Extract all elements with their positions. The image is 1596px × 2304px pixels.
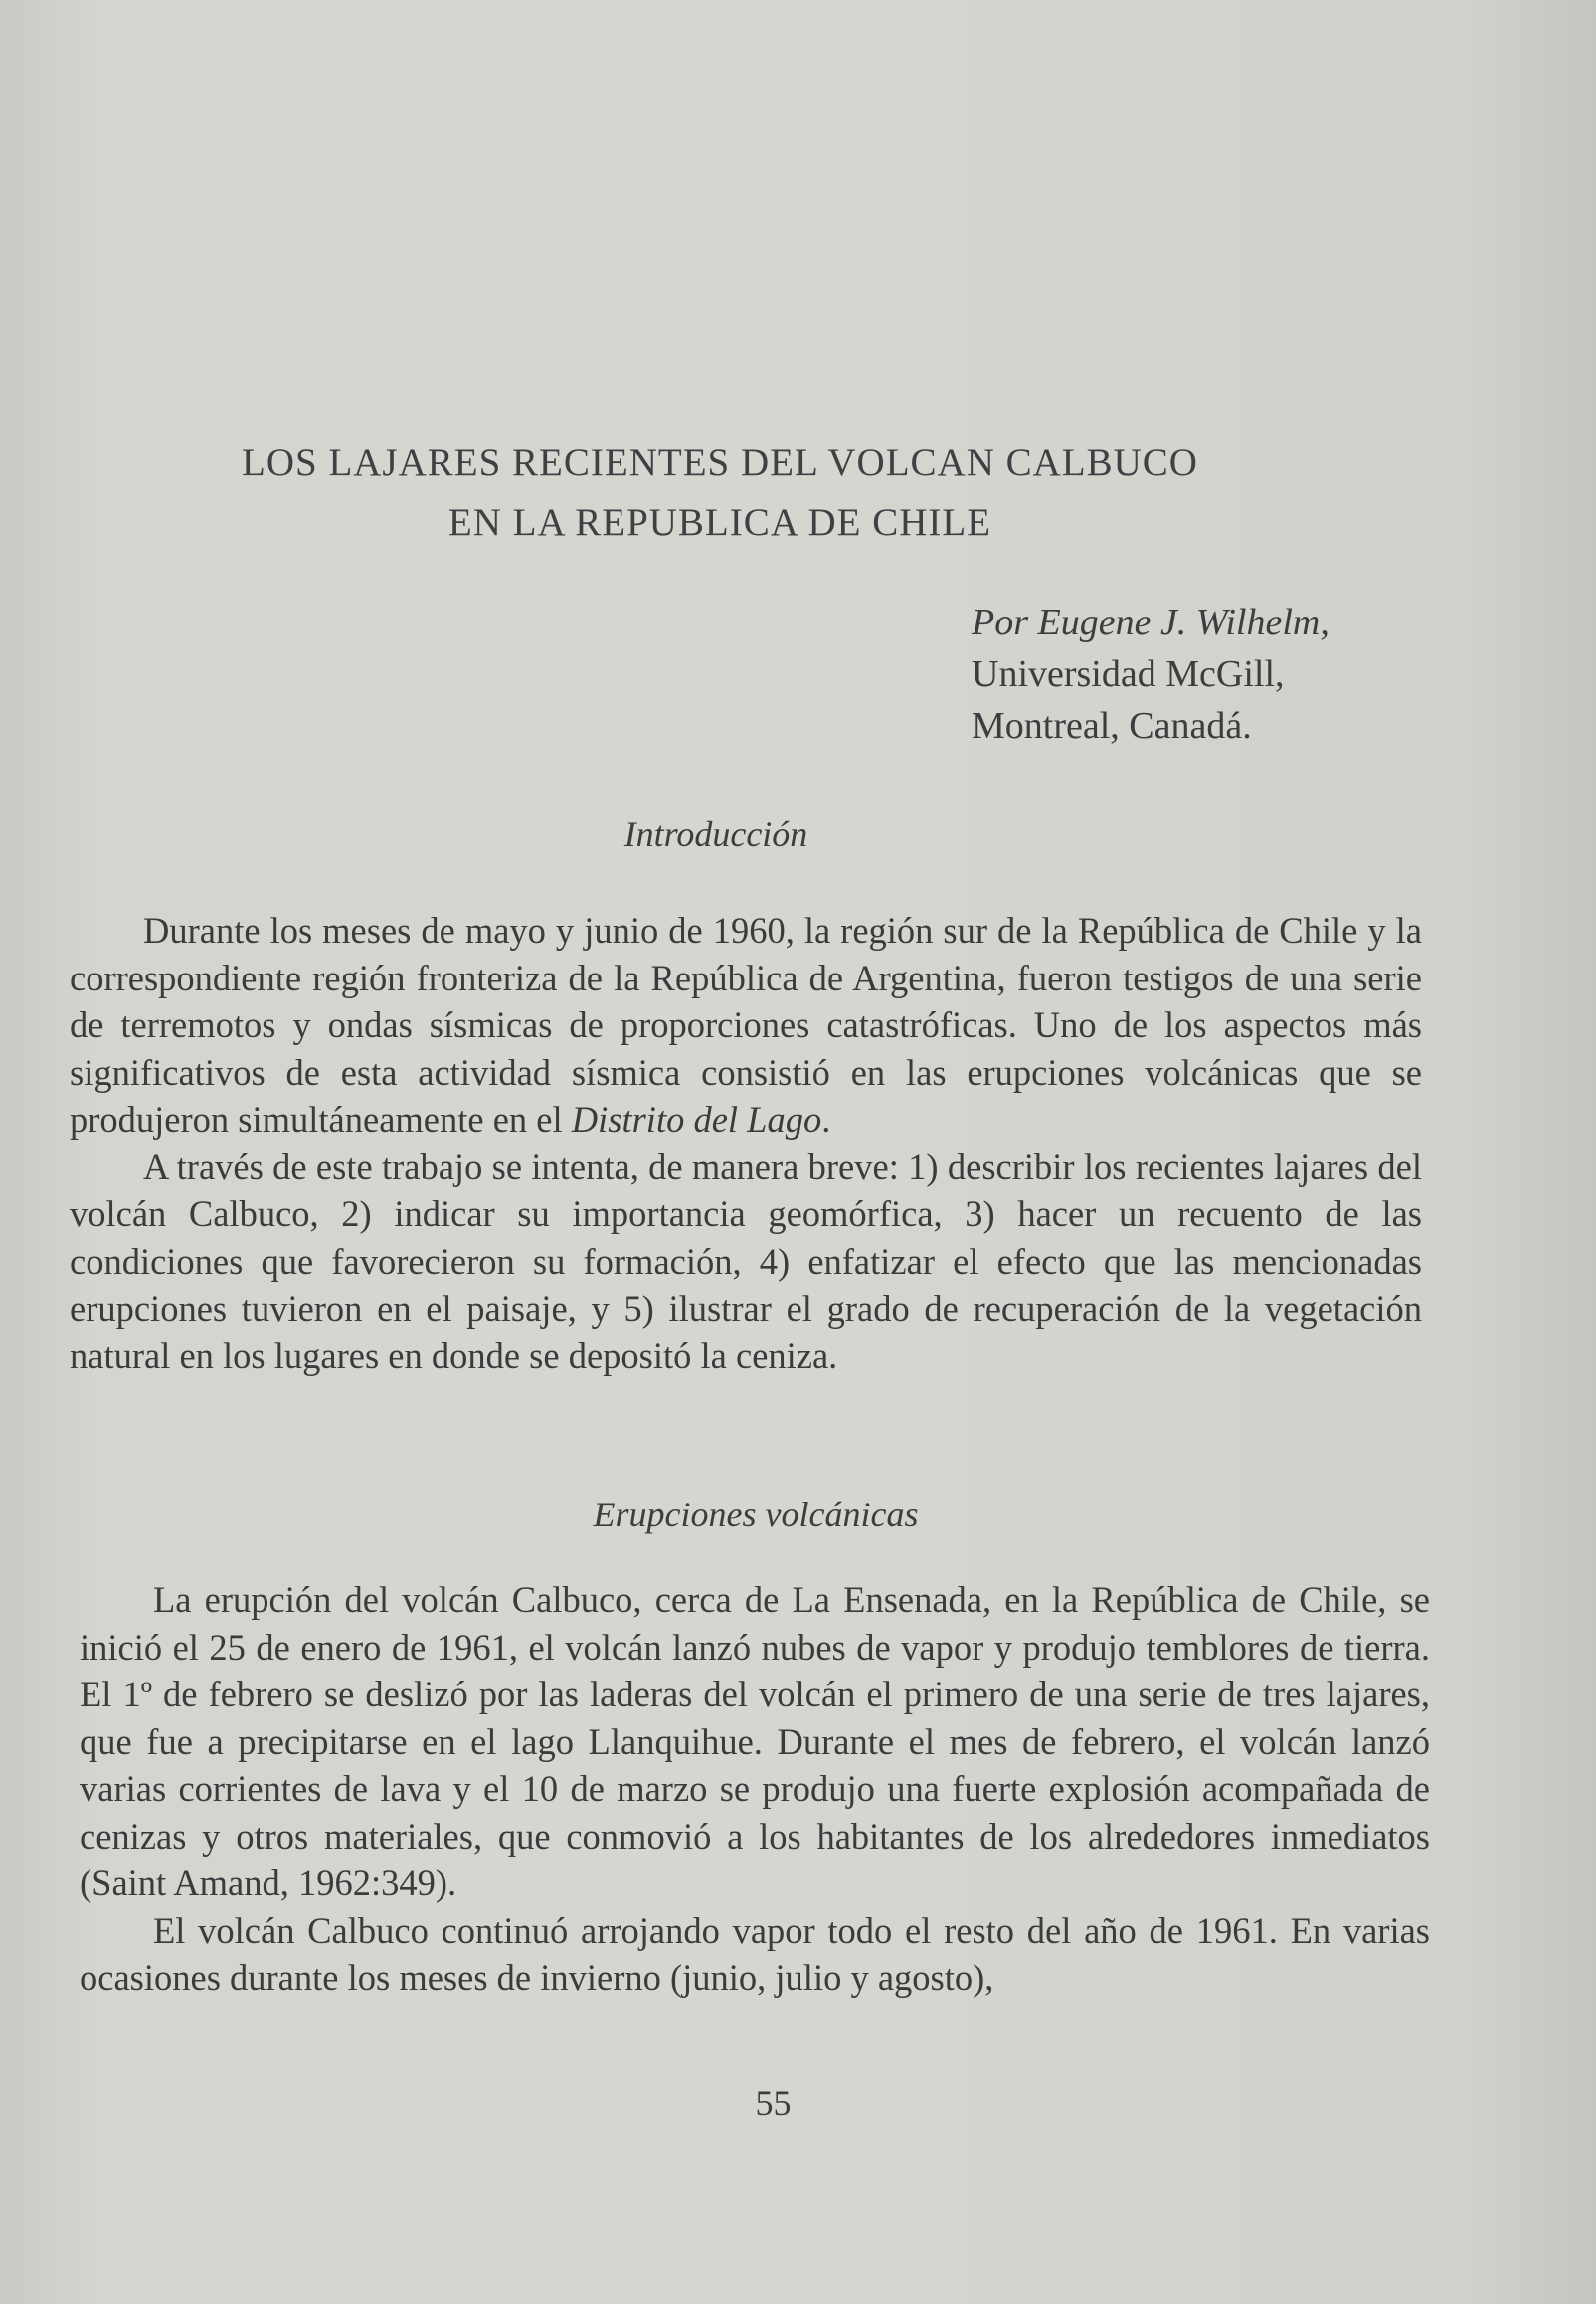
section-heading-introduccion: Introducción — [623, 814, 808, 854]
paragraph-text: Durante los meses de mayo y junio de 1960, la región sur de la República de Chile y la correspondiente región fronteriza de la República de Argentina, fueron testigos de una serie de terremotos y ondas sísmicas de proporciones catastróficas. Uno de los aspectos más significativos de esta actividad sísmica consistió en las erupciones volcánicas que se produjeron simultáneamente en el — [70, 910, 1422, 1140]
title-line-1: LOS LAJARES RECIENTES DEL VOLCAN CALBUCO — [242, 442, 1198, 484]
paragraph-end: . — [821, 1099, 831, 1140]
page-number: 55 — [755, 2083, 792, 2123]
title-line-2: EN LA REPUBLICA DE CHILE — [447, 501, 992, 544]
paragraph: A través de este trabajo se intenta, de manera breve: 1) describir los recientes lajares del volcán Calbuco, 2) indicar su importancia geomórfica, 3) hacer un recuento de las condiciones que favorecieron su formación, 4) enfatizar el efecto que las mencionadas erupciones tuvieron en el paisaje, y 5) ilustrar el grado de recuperación de la vegetación natural en los lugares en donde se depositó la ceniza. — [70, 1146, 1422, 1376]
paragraph — [70, 907, 1422, 1144]
paragraph: El volcán Calbuco continuó arrojando vapor todo el resto del año de 1961. En varias ocasiones durante los meses de invierno (junio, julio y agosto), — [80, 1909, 1430, 1998]
section-heading-erupciones: Erupciones volcánicas — [593, 1495, 919, 1534]
author-location: Montreal, Canadá. — [972, 705, 1252, 747]
author-byline — [972, 597, 1330, 752]
italic-term: Distrito del Lago — [571, 1099, 822, 1140]
article-title — [159, 434, 1281, 553]
section-body-introduccion — [70, 907, 1422, 1379]
author-institution: Universidad McGill, — [972, 653, 1285, 695]
author-name: Por Eugene J. Wilhelm, — [972, 602, 1330, 643]
section-body-erupciones — [80, 1576, 1430, 2002]
paragraph: La erupción del volcán Calbuco, cerca de La Ensenada, en la República de Chile, se inició el 25 de enero de 1961, el volcán lanzó nubes de vapor y produjo temblores de tierra. El 1º de febrero se deslizó por las laderas del volcán el primero de una serie de tres lajares, que fue a precipitarse en el lago Llanquihue. Durante el mes de febrero, el volcán lanzó varias corrientes de lava y el 10 de marzo se produjo una fuerte explosión acompañada de cenizas y otros materiales, que conmovió a los habitantes de los alrededores inmediatos (Saint Amand, 1962:349). — [80, 1579, 1430, 1903]
